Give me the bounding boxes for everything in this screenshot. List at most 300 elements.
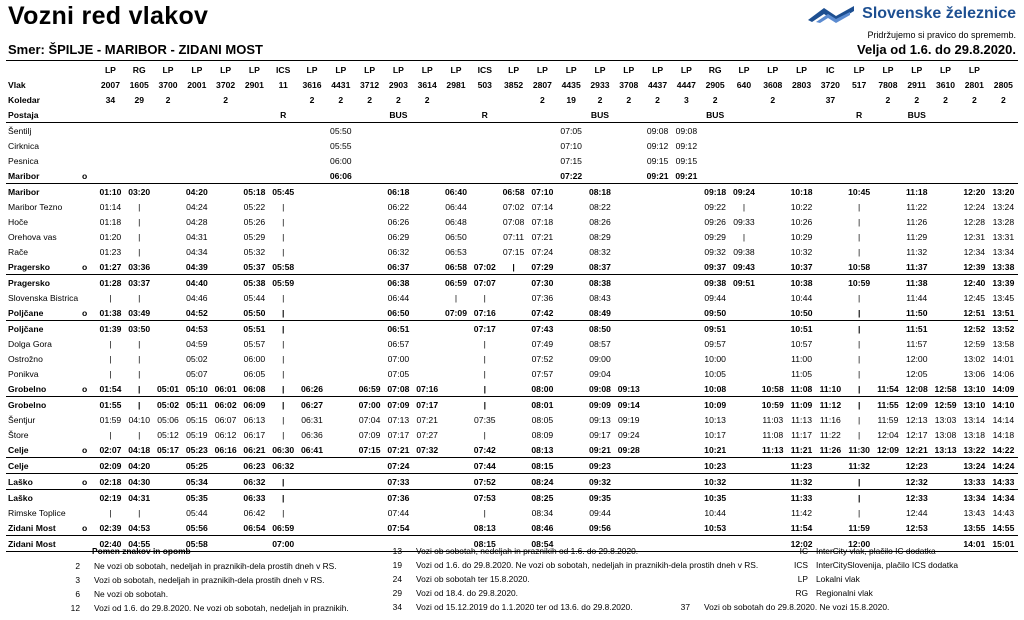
time-cell: 05:57: [243, 338, 266, 349]
time-cell: 06:32: [269, 458, 298, 474]
abbrev-key: IC: [799, 546, 808, 556]
time-cell: [499, 520, 528, 536]
time-cell: 3708: [619, 79, 639, 90]
time-cell: [470, 199, 499, 214]
time-cell: [413, 107, 442, 123]
time-cell: [672, 427, 701, 442]
time-cell: [874, 214, 903, 229]
time-cell: 2: [1000, 94, 1006, 105]
time-cell: 12:13: [905, 414, 928, 425]
time-cell: 14:14: [992, 414, 1015, 425]
time-cell: |: [483, 429, 486, 440]
time-cell: 11:57: [906, 338, 928, 349]
time-cell: 06:59: [445, 277, 467, 288]
time-cell: [643, 290, 672, 305]
time-cell: [874, 351, 903, 366]
time-cell: LP: [335, 64, 347, 75]
time-cell: 09:08: [646, 125, 669, 136]
time-cell: 05:19: [186, 429, 208, 440]
time-cell: [758, 168, 787, 184]
time-cell: 3610: [935, 79, 956, 90]
time-cell: 07:11: [503, 231, 525, 242]
time-cell: [528, 123, 557, 139]
time-cell: 12:00: [845, 536, 874, 552]
station-name: Maribor Tezno: [8, 201, 63, 212]
time-cell: [816, 474, 845, 490]
time-cell: LP: [421, 64, 433, 75]
legend-abbreviation: [780, 546, 936, 556]
time-cell: 10:44: [790, 292, 813, 303]
time-cell: 05:18: [243, 186, 266, 197]
time-cell: [211, 458, 240, 474]
time-cell: [586, 168, 615, 184]
time-cell: [758, 244, 787, 259]
time-cell: [614, 214, 643, 229]
time-cell: 12:45: [963, 292, 986, 303]
time-cell: 07:32: [413, 442, 442, 458]
time-cell: 10:29: [790, 231, 813, 242]
table-row: [6, 153, 1018, 168]
station-name: Zidani Most: [6, 520, 82, 536]
time-cell: 11:10: [816, 381, 845, 397]
time-cell: 3702: [216, 79, 236, 90]
time-cell: 09:17: [589, 429, 611, 440]
time-cell: 11:12: [819, 399, 842, 410]
time-cell: [298, 275, 327, 291]
time-cell: [758, 366, 787, 381]
time-cell: |: [282, 507, 285, 518]
time-cell: 07:15: [560, 155, 582, 166]
time-cell: [586, 138, 615, 153]
time-cell: [816, 107, 845, 123]
time-cell: |: [282, 323, 285, 334]
time-cell: 2: [309, 94, 315, 105]
time-cell: 12:21: [902, 442, 931, 458]
time-cell: [643, 412, 672, 427]
time-cell: 09:50: [701, 305, 730, 321]
time-cell: 01:38: [96, 305, 125, 321]
time-cell: 14:06: [992, 368, 1015, 379]
time-cell: 06:27: [301, 399, 323, 410]
time-cell: 13:24: [992, 201, 1015, 212]
header-row: [6, 62, 1018, 77]
time-cell: 11:26: [906, 216, 928, 227]
time-cell: RG: [132, 64, 146, 75]
time-cell: [125, 168, 154, 184]
abbrev-text: Lokalni vlak: [816, 574, 860, 584]
time-cell: 09:33: [733, 216, 755, 227]
time-cell: [211, 366, 240, 381]
legend-note: [60, 575, 324, 585]
time-cell: [730, 321, 759, 337]
time-cell: |: [282, 231, 285, 242]
time-cell: [614, 336, 643, 351]
note-number: 12: [70, 603, 80, 613]
time-cell: [758, 458, 787, 474]
time-cell: 11:59: [877, 414, 899, 425]
time-cell: 07:10: [560, 140, 582, 151]
time-cell: [557, 244, 586, 259]
time-cell: [730, 427, 759, 442]
time-cell: 13:31: [992, 231, 1015, 242]
stop-marker: [82, 138, 96, 153]
time-cell: [614, 153, 643, 168]
time-cell: 14:18: [992, 429, 1015, 440]
time-cell: [758, 336, 787, 351]
time-cell: [326, 351, 355, 366]
time-cell: 07:57: [531, 368, 554, 379]
table-row: [6, 275, 1018, 291]
time-cell: 09:38: [704, 277, 727, 288]
time-cell: LP: [911, 64, 923, 75]
time-cell: 07:04: [358, 414, 381, 425]
time-cell: [557, 427, 586, 442]
time-cell: [643, 321, 672, 337]
time-cell: LP: [968, 64, 980, 75]
time-cell: |: [858, 338, 861, 349]
time-cell: [355, 138, 384, 153]
time-cell: [355, 184, 384, 200]
time-cell: [211, 321, 240, 337]
time-cell: [384, 123, 413, 139]
time-cell: [643, 427, 672, 442]
time-cell: |: [483, 368, 486, 379]
time-cell: 10:58: [845, 259, 874, 275]
time-cell: 07:09: [442, 305, 471, 321]
time-cell: [643, 199, 672, 214]
time-cell: [211, 290, 240, 305]
stop-marker: o: [82, 305, 96, 321]
time-cell: 05:07: [186, 368, 208, 379]
time-cell: [211, 490, 240, 506]
note-text: Ne vozi ob sobotah, nedeljah in praznikih-dela prostih dneh v RS.: [94, 561, 337, 571]
time-cell: 08:34: [531, 507, 554, 518]
time-cell: |: [269, 474, 298, 490]
time-cell: |: [845, 474, 874, 490]
time-cell: LP: [220, 64, 232, 75]
time-cell: [154, 321, 183, 337]
time-cell: 07:44: [470, 458, 499, 474]
time-cell: 09:28: [614, 442, 643, 458]
time-cell: |: [454, 292, 458, 303]
time-cell: 05:50: [240, 305, 269, 321]
time-cell: [758, 474, 787, 490]
time-cell: [154, 458, 183, 474]
time-cell: [470, 123, 499, 139]
time-cell: [499, 107, 528, 123]
time-cell: 11:13: [791, 414, 812, 425]
time-cell: [614, 229, 643, 244]
time-cell: |: [483, 338, 486, 349]
time-cell: [211, 351, 240, 366]
time-cell: 2: [424, 94, 430, 105]
time-cell: 12:40: [963, 277, 986, 288]
time-cell: [211, 520, 240, 536]
stop-marker: [82, 275, 96, 291]
time-cell: 08:13: [470, 520, 499, 536]
time-cell: 09:51: [732, 277, 755, 288]
time-cell: |: [858, 231, 861, 242]
time-cell: 09:23: [586, 458, 615, 474]
time-cell: 01:14: [99, 201, 122, 212]
time-cell: 14:09: [989, 381, 1018, 397]
time-cell: 04:39: [182, 259, 211, 275]
time-cell: [643, 366, 672, 381]
time-cell: [845, 168, 874, 184]
time-cell: 09:21: [672, 168, 701, 184]
time-cell: |: [858, 507, 861, 518]
time-cell: [614, 351, 643, 366]
time-cell: 07:14: [531, 201, 554, 212]
station-name: Maribor: [8, 186, 40, 197]
time-cell: [931, 458, 960, 474]
time-cell: 13:10: [960, 381, 989, 397]
time-cell: [442, 168, 471, 184]
time-cell: 13:34: [992, 246, 1015, 257]
time-cell: 11:22: [819, 429, 841, 440]
time-cell: 07:33: [384, 474, 413, 490]
time-cell: [413, 490, 442, 506]
time-cell: [355, 199, 384, 214]
time-cell: [874, 474, 903, 490]
note-text: Vozi ob sobotah ter 15.8.2020.: [416, 574, 530, 584]
time-cell: [442, 397, 471, 413]
time-cell: [816, 520, 845, 536]
time-cell: [931, 107, 960, 123]
time-cell: 07:07: [473, 277, 496, 288]
time-cell: 09:12: [646, 140, 669, 151]
time-cell: [413, 505, 442, 520]
time-cell: [499, 305, 528, 321]
time-cell: 07:42: [528, 305, 557, 321]
legend-note: [384, 546, 638, 556]
time-cell: 10:13: [704, 414, 726, 425]
time-cell: [211, 536, 240, 552]
time-cell: [96, 123, 125, 139]
time-cell: [874, 168, 903, 184]
time-cell: 07:17: [473, 323, 496, 334]
time-cell: 07:21: [531, 231, 554, 242]
brand-logo[interactable]: [806, 4, 1016, 24]
time-cell: [154, 290, 183, 305]
time-cell: [643, 351, 672, 366]
time-cell: 2: [367, 94, 372, 105]
time-cell: 09:08: [586, 381, 615, 397]
time-cell: 07:52: [470, 474, 499, 490]
time-cell: [298, 259, 327, 275]
time-cell: [557, 520, 586, 536]
time-cell: [413, 259, 442, 275]
disclaimer: Pridržujemo si pravico do sprememb.: [867, 30, 1016, 40]
time-cell: [413, 290, 442, 305]
time-cell: 05:10: [182, 381, 211, 397]
time-cell: 3616: [302, 79, 322, 90]
time-cell: [442, 351, 471, 366]
note-text: Vozi ob sobotah, nedeljah in praznikih-dela prostih dneh v RS.: [94, 575, 325, 585]
time-cell: [557, 381, 586, 397]
time-cell: [672, 412, 701, 427]
station-name: Grobelno: [6, 381, 82, 397]
time-cell: LP: [594, 64, 606, 75]
time-cell: [413, 229, 442, 244]
time-cell: [269, 153, 298, 168]
time-cell: [269, 168, 298, 184]
table-row: [6, 442, 1018, 458]
legend-abbreviation: [780, 574, 860, 584]
time-cell: 2: [655, 94, 660, 105]
time-cell: 09:12: [675, 140, 698, 151]
time-cell: [442, 138, 471, 153]
stop-marker: [82, 229, 96, 244]
time-cell: [413, 123, 442, 139]
time-cell: [672, 259, 701, 275]
time-cell: [125, 107, 154, 123]
time-cell: [470, 244, 499, 259]
time-cell: [499, 351, 528, 366]
time-cell: [730, 397, 759, 413]
abbrev-text: InterCitySlovenija, plačilo ICS dodatka: [816, 560, 958, 570]
time-cell: 07:53: [473, 492, 496, 503]
time-cell: |: [483, 353, 486, 364]
note-number: 3: [75, 575, 80, 585]
time-cell: 04:53: [185, 323, 208, 334]
time-cell: [672, 107, 701, 123]
time-cell: [960, 153, 989, 168]
time-cell: 13:08: [934, 429, 957, 440]
time-cell: 07:30: [531, 277, 554, 288]
station-name: Rimske Toplice: [8, 507, 66, 518]
time-cell: [816, 290, 845, 305]
abbrev-key: LP: [797, 574, 808, 584]
time-cell: 12:32: [902, 474, 931, 490]
time-cell: LP: [392, 64, 404, 75]
time-cell: 11:32: [906, 246, 928, 257]
time-cell: [298, 505, 327, 520]
time-cell: 2801: [964, 79, 984, 90]
time-cell: 09:37: [701, 259, 730, 275]
time-cell: 06:29: [387, 231, 410, 242]
stop-marker: o: [82, 381, 96, 397]
note-text: Ne vozi ob sobotah.: [94, 589, 169, 599]
time-cell: 05:44: [243, 292, 266, 303]
time-cell: [442, 321, 471, 337]
time-cell: [355, 305, 384, 321]
station-name: Hoče: [8, 216, 29, 227]
stop-marker: [82, 505, 96, 520]
time-cell: |: [138, 353, 141, 364]
time-cell: 13:06: [963, 368, 986, 379]
time-cell: [442, 490, 471, 506]
time-cell: 08:22: [589, 201, 611, 212]
time-cell: LP: [104, 64, 116, 75]
time-cell: 29: [134, 94, 144, 105]
time-cell: 06:02: [214, 399, 237, 410]
time-cell: |: [282, 368, 285, 379]
time-cell: [442, 336, 471, 351]
table-row: [6, 305, 1018, 321]
time-cell: [413, 168, 442, 184]
note-text: Vozi ob sobotah do 29.8.2020. Ne vozi 15.8.2020.: [704, 602, 890, 612]
stop-marker: o: [82, 442, 96, 458]
time-cell: |: [138, 368, 141, 379]
time-cell: 06:54: [240, 520, 269, 536]
time-cell: [413, 184, 442, 200]
time-cell: [816, 366, 845, 381]
stop-marker: [82, 351, 96, 366]
time-cell: [874, 184, 903, 200]
time-cell: 11:23: [787, 458, 816, 474]
time-cell: |: [857, 492, 861, 503]
time-cell: [470, 229, 499, 244]
time-cell: 10:22: [790, 201, 813, 212]
time-cell: 05:26: [243, 216, 266, 227]
time-cell: |: [282, 492, 285, 503]
time-cell: [355, 321, 384, 337]
time-cell: [154, 505, 183, 520]
time-cell: 07:05: [560, 125, 582, 136]
time-cell: 01:39: [99, 323, 122, 334]
time-cell: 05:37: [240, 259, 269, 275]
time-cell: 10:50: [787, 305, 816, 321]
time-cell: 12:04: [877, 429, 899, 440]
time-cell: 2: [539, 94, 545, 105]
time-cell: 13:51: [989, 305, 1018, 321]
time-cell: [730, 290, 759, 305]
time-cell: LP: [796, 64, 808, 75]
legend-note: [60, 561, 337, 571]
time-cell: 04:59: [186, 338, 208, 349]
time-cell: [701, 153, 730, 168]
time-cell: [298, 229, 327, 244]
stop-marker: o: [82, 520, 96, 536]
table-row: [6, 214, 1018, 229]
time-cell: 12:44: [905, 507, 928, 518]
time-cell: 08:00: [528, 381, 557, 397]
station-name: Vlak: [8, 79, 26, 90]
time-cell: [298, 321, 327, 337]
station-name: Maribor: [6, 168, 82, 184]
time-cell: |: [470, 381, 499, 397]
time-cell: [672, 336, 701, 351]
time-cell: [499, 490, 528, 506]
time-cell: 09:57: [704, 338, 726, 349]
time-cell: 04:20: [125, 458, 154, 474]
time-cell: [672, 397, 701, 413]
time-cell: [211, 107, 240, 123]
time-cell: 06:41: [298, 442, 327, 458]
time-cell: |: [109, 353, 112, 364]
time-cell: |: [269, 305, 298, 321]
time-cell: 02:19: [99, 492, 122, 503]
time-cell: 05:34: [182, 474, 211, 490]
time-cell: [931, 244, 960, 259]
time-cell: 07:24: [531, 246, 554, 257]
time-cell: 07:00: [387, 353, 410, 364]
time-cell: [730, 442, 759, 458]
time-cell: [355, 153, 384, 168]
time-cell: 04:55: [125, 536, 154, 552]
time-cell: 11:30: [845, 442, 874, 458]
time-cell: LP: [508, 64, 520, 75]
time-cell: 08:50: [588, 323, 611, 334]
time-cell: [730, 336, 759, 351]
time-cell: |: [282, 246, 285, 257]
stop-marker: [82, 244, 96, 259]
time-cell: R: [845, 107, 874, 123]
time-cell: [614, 321, 643, 337]
time-cell: 12:20: [963, 186, 986, 197]
time-cell: [730, 138, 759, 153]
